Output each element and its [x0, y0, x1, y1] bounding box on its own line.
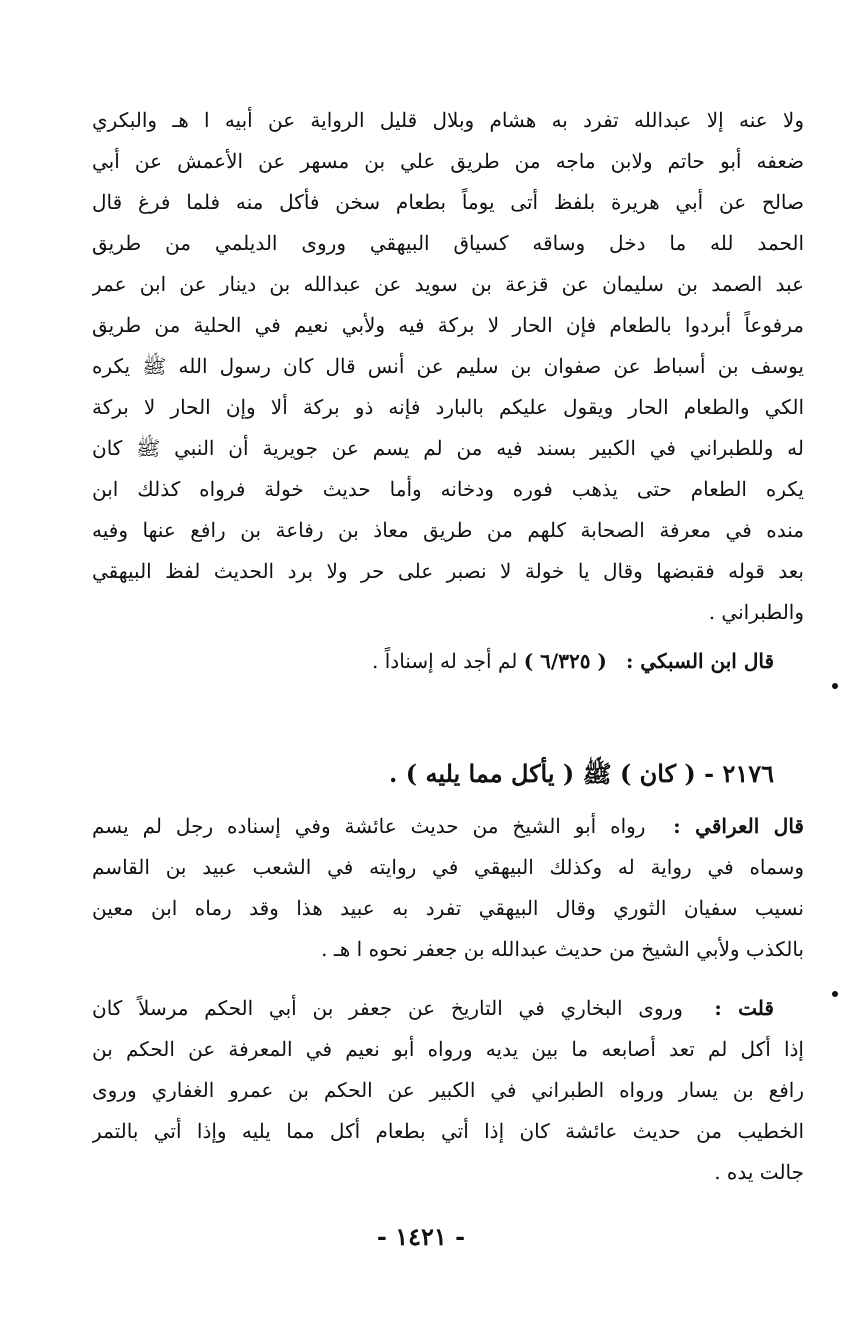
- paragraph-label: قلت :: [714, 996, 774, 1020]
- citation: [92, 641, 804, 682]
- citation-text: لم أجد له إسناداً .: [372, 649, 518, 673]
- paragraph-line: والطبراني .: [708, 600, 804, 624]
- paragraph-line: جالت يده .: [714, 1160, 804, 1184]
- paragraph-line: نسيب سفيان الثوري وقال البيهقي تفرد به عبيد هذا وقد رماه ابن معين: [92, 896, 804, 920]
- paragraph-line: الكي والطعام الحار ويقول عليكم بالبارد فإنه ذو بركة ألا وإن الحار لا بركة: [92, 395, 804, 419]
- paragraph-2: [92, 806, 804, 970]
- paragraph-line: منده في معرفة الصحابة كلهم من طريق معاذ بن رفاعة بن رافع عنها وفيه: [92, 518, 804, 542]
- paragraph-line: ولا عنه إلا عبدالله تفرد به هشام وبلال قليل الرواية عن أبيه ا هـ والبكري: [92, 108, 804, 132]
- paragraph-first-line: [92, 988, 804, 1029]
- paragraph-first-line-text: وروى البخاري في التاريخ عن جعفر بن أبي الحكم مرسلاً كان: [92, 996, 683, 1020]
- paragraph-line: الحمد لله ما دخل وساقه كسياق البيهقي وروى الديلمي من طريق: [92, 231, 804, 255]
- entry-heading: [92, 752, 804, 796]
- paragraph-line: بالكذب ولأبي الشيخ من حديث عبدالله بن جعفر نحوه ا هـ .: [321, 937, 804, 961]
- paragraph-line: إذا أكل لم تعد أصابعه ما بين يديه ورواه أبو نعيم في المعرفة عن الحكم بن: [92, 1037, 804, 1061]
- paragraph-line: مرفوعاً أبردوا بالطعام فإن الحار لا بركة فيه ولأبي نعيم في الحلية من طريق: [92, 313, 804, 337]
- paragraph-line: عبد الصمد بن سليمان عن قزعة بن سويد عن عبدالله بن دينار عن ابن عمر: [92, 272, 804, 296]
- paragraph-line: يوسف بن أسباط عن صفوان بن سليم عن أنس قال كان رسول الله ﷺ يكره: [92, 354, 804, 378]
- entry-number: ٢١٧٦ -: [704, 759, 774, 788]
- paragraph-line: له وللطبراني في الكبير بسند فيه من لم يسم عن جويرية أن النبي ﷺ كان: [92, 436, 804, 460]
- paragraph-line: بعد قوله فقبضها وقال يا خولة لا نصبر على حر ولا برد الحديث لفظ البيهقي: [92, 559, 804, 583]
- margin-dot: [832, 991, 838, 997]
- paragraph-1: [92, 100, 804, 633]
- paragraph-first-line-text: رواه أبو الشيخ من حديث عائشة وفي إسناده رجل لم يسم: [92, 814, 646, 838]
- paragraph-line: رافع بن يسار ورواه الطبراني في الكبير عن الحكم بن عمرو الغفاري وروى: [92, 1078, 804, 1102]
- margin-dot: [832, 683, 838, 689]
- page-number: - ١٤٢١ -: [376, 1222, 466, 1251]
- paragraph-line: صالح عن أبي هريرة بلفظ أتى يوماً بطعام سخن فأكل منه فلما فرغ قال: [92, 190, 804, 214]
- page-body: [92, 100, 804, 1300]
- paragraph-line: وسماه في رواية له وكذلك البيهقي في روايته في الشعب عبيد بن القاسم: [92, 855, 804, 879]
- paragraph-line: الخطيب من حديث عائشة كان إذا أتي بطعام أكل مما يليه وإذا أتي بالتمر: [92, 1119, 804, 1143]
- paragraph-label: قال العراقي :: [673, 814, 804, 838]
- paragraph-line: يكره الطعام حتى يذهب فوره ودخانه وأما حديث خولة فرواه كذلك ابن: [92, 477, 804, 501]
- paragraph-3: [92, 988, 804, 1193]
- paragraph-first-line: [92, 806, 804, 847]
- citation-reference: ( ٦/٣٢٥ ): [523, 649, 607, 673]
- paragraph-line: ضعفه أبو حاتم ولابن ماجه من طريق علي بن مسهر عن الأعمش عن أبي: [92, 149, 804, 173]
- citation-line: [92, 641, 774, 682]
- entry-title: ( كان ) ﷺ ( يأكل مما يليه ) .: [389, 759, 696, 788]
- citation-label: قال ابن السبكي :: [625, 649, 774, 673]
